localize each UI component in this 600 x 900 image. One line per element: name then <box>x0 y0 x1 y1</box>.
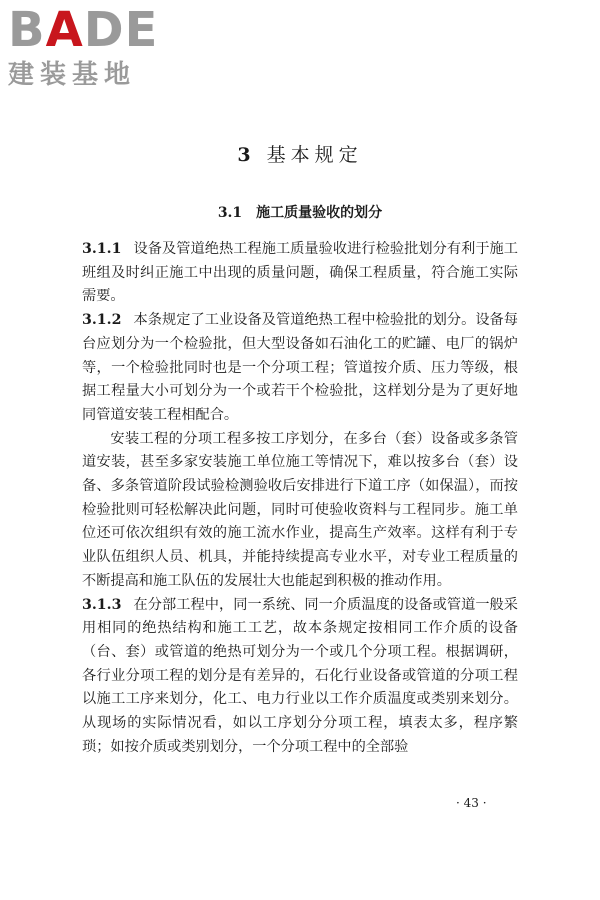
clause-3-1-2-continued <box>82 428 518 594</box>
clause-text: 安装工程的分项工程多按工序划分，在多台（套）设备或多条管道安装，甚至多家安装施工单位施工等情况下，难以按多台（套）设备、多条管道阶段试验检测验收后安排进行下道工序（如保温），而按检验批则可轻松解决此问题，同时可使验收资料与工程同步。施工单位还可依次组织有效的施工流水作业，提高生产效率。这样有利于专业队伍组织人员、机具，并能持续提高专业水平，对专业工程质量的不断提高和施工队伍的发展壮大也能起到积极的推动作用。 <box>82 430 518 589</box>
section-heading <box>0 203 600 223</box>
page-number: · 43 · <box>456 796 487 810</box>
body-text <box>82 238 518 759</box>
clause-3-1-3 <box>82 594 518 760</box>
clause-3-1-1 <box>82 238 518 309</box>
clause-number: 3.1.2 <box>82 312 122 329</box>
chapter-heading <box>0 142 600 168</box>
chapter-number: 3 <box>237 144 251 166</box>
section-number: 3.1 <box>217 205 243 221</box>
clause-text: 本条规定了工业设备及管道绝热工程中检验批的划分。设备每台应划分为一个检验批，但大型设备如石油化工的贮罐、电厂的锅炉等，一个检验批同时也是一个分项工程；管道按介质、压力等级，根据工程量大小可划分为一个或若干个检验批，这样划分是为了更好地同管道安装工程相配合。 <box>82 312 518 423</box>
clause-text: 设备及管道绝热工程施工质量验收进行检验批划分有利于施工班组及时纠正施工中出现的质量问题，确保工程质量，符合施工实际需要。 <box>82 241 518 305</box>
section-title: 施工质量验收的划分 <box>256 205 383 221</box>
logo-wordmark <box>8 4 178 56</box>
clause-3-1-2 <box>82 309 518 428</box>
clause-number: 3.1.3 <box>82 596 122 613</box>
clause-text: 在分部工程中，同一系统、同一介质温度的设备或管道一般采用相同的绝热结构和施工工艺，故本条规定按相同工作介质的设备（台、套）或管道的绝热可划分为一个或几个分项工程。根据调研，各行业分项工程的划分是有差异的，石化行业设备或管道的分项工程以施工工序来划分，化工、电力行业以工作介质温度或类别来划分。从现场的实际情况看，如以工序划分分项工程，填表太多，程序繁琐；如按介质或类别划分，一个分项工程中的全部验 <box>82 596 518 755</box>
logo-subtitle: 建装基地 <box>8 60 137 90</box>
logo-letters-de: DE <box>83 2 159 58</box>
bade-logo <box>8 4 178 92</box>
chapter-title: 基本规定 <box>266 144 363 166</box>
logo-letter-b: B <box>8 2 46 58</box>
clause-number: 3.1.1 <box>82 241 122 257</box>
logo-letter-a: A <box>45 2 84 58</box>
